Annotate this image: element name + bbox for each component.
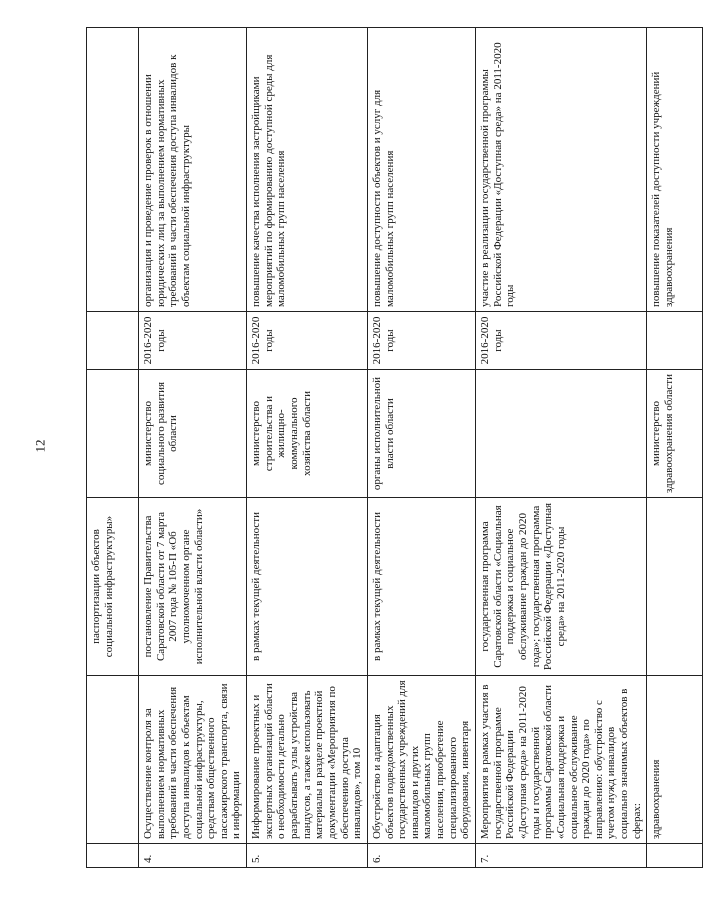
basis-cell: государственная программа Саратовской области «Социальная поддержка и социальное обслуживание граждан до 2020 года»; государственная программа Российской Федерации «Доступная среда» на 2011-2020 годы xyxy=(476,498,647,676)
executor-cell xyxy=(87,370,139,498)
term-cell xyxy=(87,312,139,370)
activity-cell: Осуществление контроля за выполнением нормативных требований в части обеспечения доступа инвалидов к объектам социальной инфраструктуры, средствам общественного пассажирского транспорта, связи и информации xyxy=(139,676,247,844)
activity-cell: Мероприятия в рамках участия в государственной программе Российской Федерации «Доступная среда» на 2011-2020 годы и государственной программы Саратовской области «Социальная поддержка и социальное обслуживание граждан до 2020 года» по направлению: обустройство с учетом нужд инвалидов социально значимых объектов в сферах: xyxy=(476,676,647,844)
term-cell: 2016-2020 годы xyxy=(247,312,368,370)
row-number: 5. xyxy=(247,844,368,868)
measures-table xyxy=(86,27,703,868)
row-number xyxy=(87,844,139,868)
activity-cell xyxy=(87,676,139,844)
row-number: 7. xyxy=(476,844,647,868)
result-cell: повышение показателей доступности учреждений здравоохранения xyxy=(647,28,703,312)
basis-cell: постановление Правительства Саратовской области от 7 марта 2007 года № 105-П «Об уполномоченном органе исполнительной власти области» xyxy=(139,498,247,676)
basis-cell: в рамках текущей деятельности xyxy=(247,498,368,676)
activity-cell: Информирование проектных и экспертных организаций области о необходимости детально разрабатывать узлы устройства пандусов, а также использовать материалы в разделе проектной документации «Мероприятия по обеспечению доступа инвалидов», том 10 xyxy=(247,676,368,844)
term-cell: 2016-2020 годы xyxy=(476,312,647,370)
result-cell: участие в реализации государственной программы Российской Федерации «Доступная среда» на 2011-2020 годы xyxy=(476,28,647,312)
row-number xyxy=(647,844,703,868)
row-number: 6. xyxy=(367,844,475,868)
table-row xyxy=(139,28,247,868)
basis-cell: паспортизации объектов социальной инфраструктуры» xyxy=(87,498,139,676)
activity-cell: Обустройство и адаптация объектов подведомственных государственных учреждений для инвалидов и других маломобильных групп населения, приобретение специализированного оборудования, инвентаря xyxy=(367,676,475,844)
executor-cell xyxy=(476,370,647,498)
executor-cell: органы исполнительной власти области xyxy=(367,370,475,498)
table-row xyxy=(476,28,647,868)
table-row xyxy=(247,28,368,868)
term-cell: 2016-2020 годы xyxy=(367,312,475,370)
term-cell xyxy=(647,312,703,370)
basis-cell xyxy=(647,498,703,676)
page-number: 12 xyxy=(32,439,48,453)
term-cell: 2016-2020 годы xyxy=(139,312,247,370)
result-cell: повышение доступности объектов и услуг для маломобильных групп населения xyxy=(367,28,475,312)
table-row xyxy=(87,28,139,868)
document-sheet xyxy=(86,28,675,868)
activity-cell: здравоохранения xyxy=(647,676,703,844)
result-cell: организация и проведение проверок в отношении юридических лиц за выполнением нормативных требований в части обеспечения доступа инвалидов к объектам социальной инфраструктуры xyxy=(139,28,247,312)
table-row xyxy=(367,28,475,868)
result-cell: повышение качества исполнения застройщиками мероприятий по формированию доступной среды для маломобильных групп населения xyxy=(247,28,368,312)
row-number: 4. xyxy=(139,844,247,868)
table-row xyxy=(647,28,703,868)
executor-cell: министерство строительства и жилищно-коммунального хозяйства области xyxy=(247,370,368,498)
result-cell xyxy=(87,28,139,312)
executor-cell: министерство здравоохранения области xyxy=(647,370,703,498)
executor-cell: министерство социального развития области xyxy=(139,370,247,498)
basis-cell: в рамках текущей деятельности xyxy=(367,498,475,676)
